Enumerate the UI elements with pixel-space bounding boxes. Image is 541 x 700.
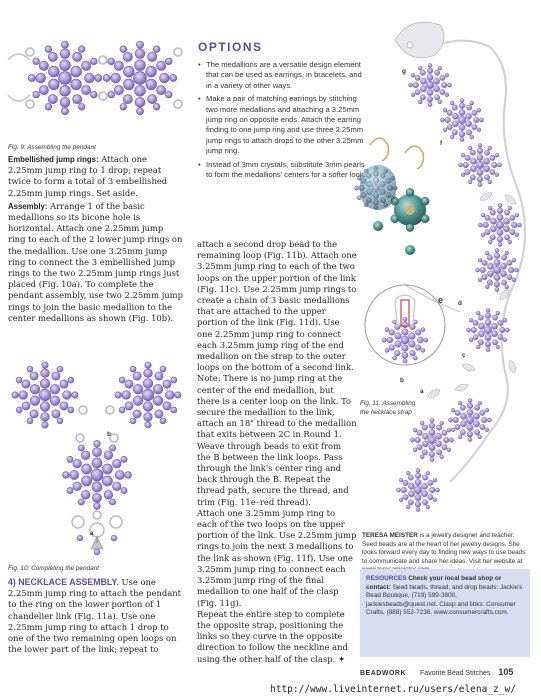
footer-magazine: BEADWORK (360, 670, 406, 677)
fig11-label-f: f (440, 140, 443, 147)
middle-column-text (197, 239, 357, 665)
resources-box (360, 569, 530, 657)
resources-bold: Check your local bead shop or contact: (366, 575, 502, 591)
watermark: http://www.liveinternet.ru/users/elena_z_w/ (270, 684, 516, 695)
fig9-illustration (8, 41, 182, 115)
necklace-assembly-heading: 4) NECKLACE ASSEMBLY. (8, 577, 119, 587)
fig10-illustration (12, 362, 181, 555)
options-block (198, 40, 368, 183)
footer-section: Favorite Bead Stitches (419, 670, 491, 677)
fig11-label-b: b (400, 377, 404, 384)
options-bullet: • Instead of 3mm crystals, substitute 3mm pearls to form the medallions' centers for a softer look. (198, 160, 368, 181)
left-column-text (8, 154, 183, 324)
fig10-caption (8, 565, 183, 574)
embellished-jump-rings-head: Embellished jump rings: (8, 155, 99, 164)
resources-head: RESOURCES (366, 575, 407, 582)
fig11-caption (360, 400, 420, 417)
middle-text-2: Attach one 3.25mm jump ring to each of the two loops on the upper portion of the link. Use 2.25mm jump rings to join the next 3 medallions to the link as shown (Fig. 11f). Use one 3.25mm jump ring to connect each 3.25mm jump ring of the final medallion to one half of the clasp (Fig. 11g). (197, 507, 357, 608)
embellished-jump-rings-text: Attach one 2.25mm jump ring to 1 drop; repeat twice to form a total of 3 embellished 2.25mm jump rings. Set aside. (8, 154, 168, 198)
fig11-label-c: c (462, 352, 466, 359)
fig11-label-a: a (420, 388, 424, 395)
options-heading: OPTIONS (198, 40, 263, 54)
fig11-label-g: g (402, 68, 406, 75)
fig9-caption (8, 144, 178, 153)
necklace-assembly-text: Use one 2.25mm jump ring to attach the pendant to the ring on the lower portion of 1 chandelier link (Fig. 11a). Use one 2.25mm jump ring to attach 1 drop to one of the two remaining open loops on the lower part of the link; repeat to (8, 577, 181, 655)
options-list (198, 60, 368, 180)
fig11-label-e: e (438, 295, 444, 305)
middle-text-3: Repeat the entire step to complete the opposite strap, positioning the links so they curve in the opposite direction to follow the neckline and using the other half of the clasp. ✦ (197, 608, 348, 664)
necklace-assembly (8, 577, 186, 655)
resources-text: Seed beads, thread, and drop beads: Jackie's Bead Boutique, (719) 599-3800, jackiesbeads@quest.net. Clasp and links: Consumer Crafts, (888) 552-7238, www.consumercrafts.com. (366, 583, 523, 617)
fig11-label-d: d (458, 300, 462, 307)
fig10-label-a: a (90, 530, 94, 537)
middle-text-1: attach a second drop bead to the remaining loop (Fig. 11b). Attach one 3.25mm jump ring to each of the two loops on the upper portion of the link (Fig. 11c). Use 2.25mm jump rings to create a chain of 3 basic medallions that are attached to the upper portion of the link (Fig. 11d). Use one 2.25mm jump ring to connect each 3.25mm jump ring of the end medallion on the strap to the outer loops on the bottom of a second link. (197, 239, 357, 373)
bio-name: TERESA MEISTER (362, 532, 418, 539)
bio-text: is a jewelry designer and teacher. Seed beads are at the heart of her jewelry designs. She looks forward every day to finding new ways to use beads to communicate and share her ideas. Visit her website at (362, 532, 526, 565)
footer (360, 667, 535, 677)
assembly-text: Arrange 1 of the basic medallions so its bicone hole is horizontal. Attach one 2.25mm jump ring to each of the 2 lower jump rings on the medallion. Use one 3.25mm jump ring to connect the 3 embellished jump rings to the two 2.25mm jump rings just placed (Fig. 10a). To complete the pendant assembly, use two 2.25mm jump rings to join the basic medallion to the center medallions as shown (Fig. 10b). (8, 200, 183, 323)
footer-page: 105 (498, 667, 514, 677)
fig9-caption-text: Fig. 9: Assembling the pendant (8, 144, 96, 151)
middle-note: Note: There is no jump ring at the center of the end medallion, but there is a center loop on the link. To secure the medallion to the link, attach an 18" thread to the medallion that exits between 2C in Round 1. Weave through beads to exit from the B between the link loops. Pass through the link's center ring and back through the B. Repeat the thread path, secure the thread, and trim (Fig. 11e–red thread). (197, 373, 357, 507)
options-bullet: • The medallions are a versatile design element that can be used as earrings, in bracelets, and in a variety of other ways. (198, 60, 368, 91)
fig10-caption-text: Fig. 10: Completing the pendant (8, 565, 99, 572)
assembly-head: Assembly: (8, 201, 48, 211)
options-bullet: • Make a pair of matching earrings by stitching two more medallions and attaching a 3.25mm jump ring on opposite ends. Attach the earring finding to one jump ring and use three 2.25mm jump rings to attach drops to the other 3.25mm jump ring. (198, 94, 368, 156)
necklace-strap (365, 22, 525, 511)
fig11-caption-text: Fig. 11: Assembling the necklace strap (360, 400, 416, 416)
fig10-label-b: b (107, 431, 111, 438)
